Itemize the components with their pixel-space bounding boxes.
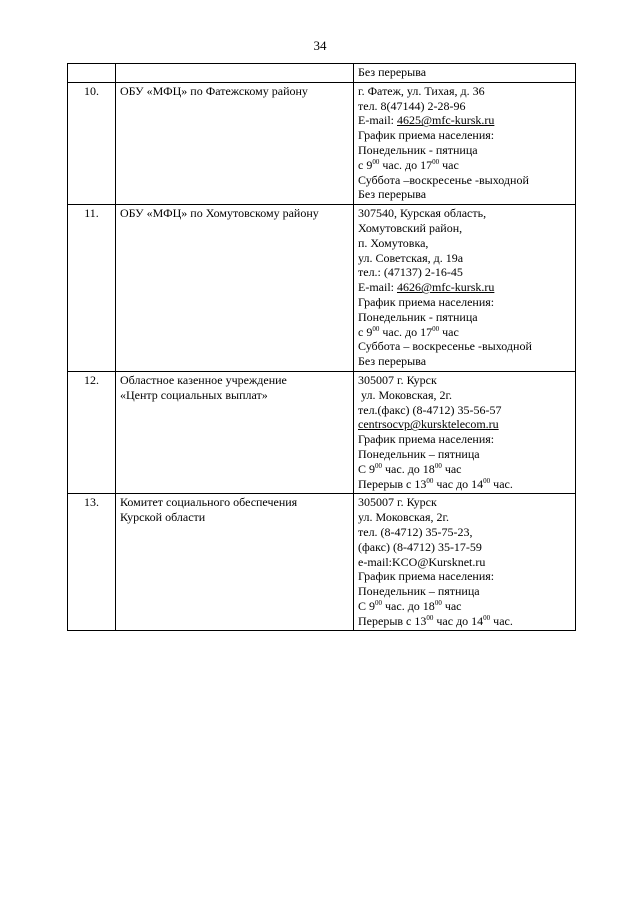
address: г. Фатеж, ул. Тихая, д. 36 (358, 83, 485, 98)
address: ул. Советская, д. 19а (358, 250, 464, 265)
row-organization (116, 64, 354, 83)
organization-name: ОБУ «МФЦ» по Хомутовскому району (120, 206, 319, 221)
row-number: 12. (68, 371, 116, 493)
lunch-break: Перерыв с $13^{00}$ час до $14^{00}$ час. (358, 613, 513, 628)
phone: тел.: (47137) 2-16-45 (358, 265, 463, 280)
schedule-title: График приема населения: (358, 128, 495, 143)
organization-name: Курской области (120, 510, 206, 525)
phone: тел. 8(47144) 2-28-96 (358, 98, 466, 113)
schedule-hours: с $9^{00}$ час. до $17^{00}$ час (358, 324, 459, 339)
row-organization (116, 205, 354, 372)
fax: (факс) (8-4712) 35-17-59 (358, 539, 482, 554)
email-line: E-mail: 4625@mfc-kursk.ru (358, 113, 495, 128)
address: ул. Моковская, 2г. (358, 510, 450, 525)
schedule-weekend: Суббота – воскресенье -выходной (358, 339, 532, 354)
break-info: Без перерыва (358, 65, 427, 79)
row-number (68, 64, 116, 83)
email-link[interactable]: centrsocvp@kursktelecom.ru (358, 417, 499, 432)
schedule-days: Понедельник – пятница (358, 446, 480, 461)
table-row (68, 82, 576, 204)
row-contacts (354, 82, 576, 204)
row-organization (116, 494, 354, 631)
row-number: 10. (68, 82, 116, 204)
break-info: Без перерыва (358, 187, 427, 202)
schedule-title: График приема населения: (358, 294, 495, 309)
table-row (68, 64, 576, 83)
address: п. Хомутовка, (358, 235, 429, 250)
row-contacts (354, 371, 576, 493)
row-organization (116, 371, 354, 493)
email-link[interactable]: 4625@mfc-kursk.ru (397, 113, 495, 128)
table-row (68, 371, 576, 493)
row-number: 13. (68, 494, 116, 631)
schedule-weekend: Суббота –воскресенье -выходной (358, 172, 529, 187)
schedule-title: График приема населения: (358, 569, 495, 584)
schedule-days: Понедельник – пятница (358, 584, 480, 599)
schedule-hours: С $9^{00}$ час. до $18^{00}$ час (358, 598, 462, 613)
schedule-days: Понедельник - пятница (358, 309, 478, 324)
contacts-table (67, 63, 576, 631)
lunch-break: Перерыв с $13^{00}$ час до $14^{00}$ час. (358, 476, 513, 491)
address: ул. Моковская, 2г. (361, 387, 453, 402)
address: 305007 г. Курск (358, 495, 437, 510)
email-line: E-mail: 4626@mfc-kursk.ru (358, 280, 495, 295)
organization-name: ОБУ «МФЦ» по Фатежскому району (120, 83, 308, 98)
address: 307540, Курская область, (358, 206, 487, 221)
page-number: 34 (313, 38, 327, 53)
table-row (68, 205, 576, 372)
phone: тел.(факс) (8-4712) 35-56-57 (358, 402, 502, 417)
row-contacts (354, 494, 576, 631)
organization-name: Областное казенное учреждение (120, 372, 287, 387)
schedule-hours: С $9^{00}$ час. до $18^{00}$ час (358, 461, 462, 476)
row-contacts (354, 205, 576, 372)
phone: тел. (8-4712) 35-75-23, (358, 524, 473, 539)
organization-name: Комитет социального обеспечения (120, 495, 298, 510)
row-contacts (354, 64, 576, 83)
row-organization (116, 82, 354, 204)
address: Хомутовский район, (358, 220, 463, 235)
break-info: Без перерыва (358, 354, 427, 369)
schedule-title: График приема населения: (358, 432, 495, 447)
email-line: e-mail:KCO@Kursknet.ru (358, 554, 486, 569)
row-number: 11. (68, 205, 116, 372)
schedule-days: Понедельник - пятница (358, 142, 478, 157)
organization-name: «Центр социальных выплат» (120, 387, 268, 402)
address: 305007 г. Курск (358, 372, 437, 387)
email-link[interactable]: 4626@mfc-kursk.ru (397, 280, 495, 295)
table-row (68, 494, 576, 631)
schedule-hours: с $9^{00}$ час. до $17^{00}$ час (358, 157, 459, 172)
